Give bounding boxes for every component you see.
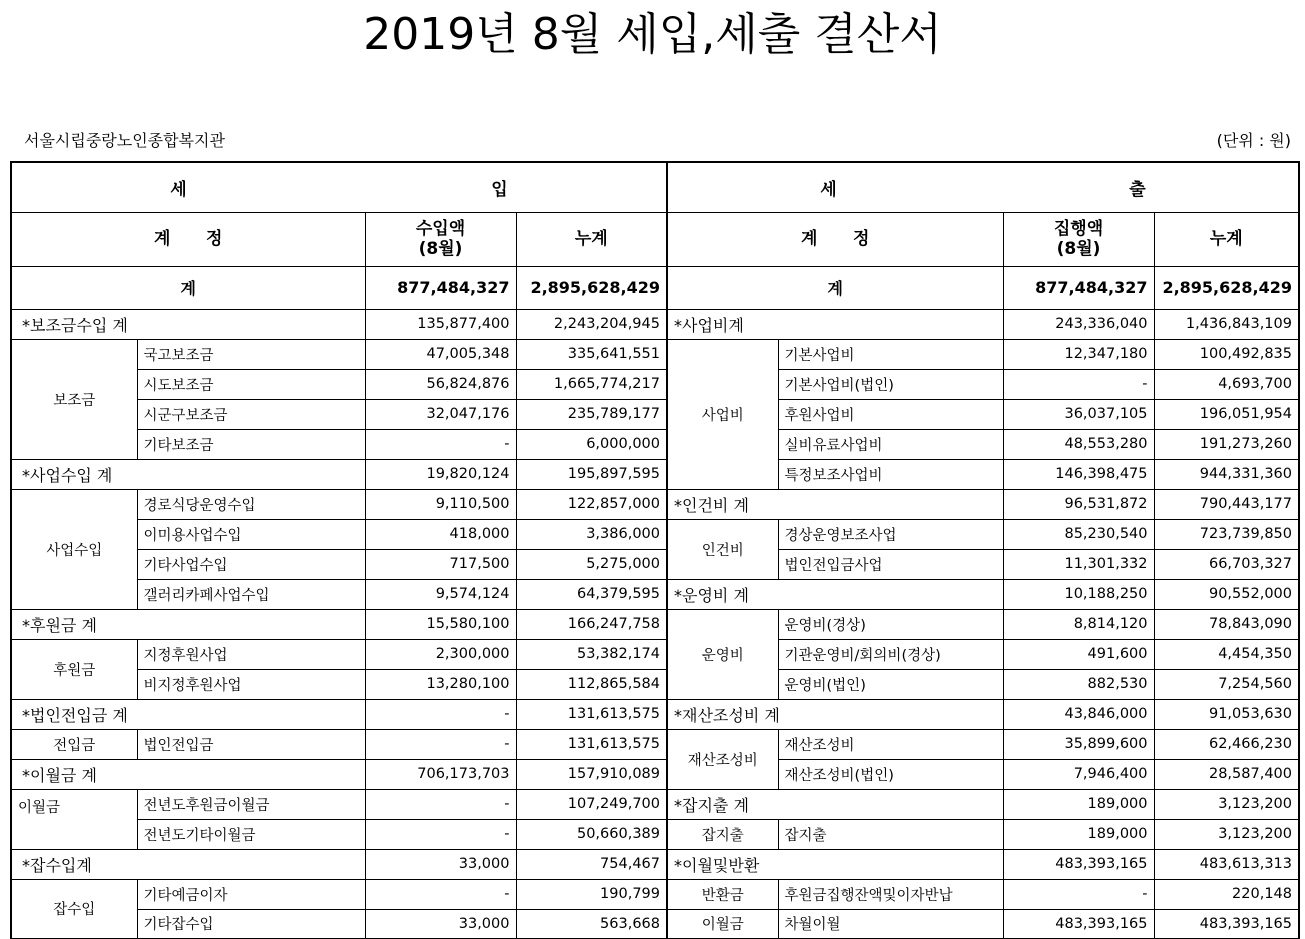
table-row: 사업수입 경로식당운영수입 9,110,500 122,857,000 *인건비 계 96,531,872 790,443,177 xyxy=(11,489,1299,519)
expense-group-label: 재산조성비 xyxy=(667,729,778,789)
revenue-group-label: 후원금 xyxy=(11,639,137,699)
header-row-section xyxy=(11,162,1299,212)
revenue-subtotal-label: *보조금수입 계 xyxy=(11,309,365,339)
table-row: *이월금 계 706,173,703 157,910,089 재산조성비(법인) 7,946,400 28,587,400 xyxy=(11,759,1299,789)
revenue-account-header: 계 정 xyxy=(11,212,365,266)
expense-subtotal-label: *재산조성비 계 xyxy=(667,699,1003,729)
expense-group-label: 반환금 xyxy=(667,879,778,909)
revenue-total-label: 계 xyxy=(11,266,365,309)
expense-group-label: 이월금 xyxy=(667,909,778,939)
expense-group-label: 사업비 xyxy=(667,339,778,489)
expense-group-label: 인건비 xyxy=(667,519,778,579)
table-row: 잡수입 기타예금이자 - 190,799 반환금 후원금집행잔액및이자반납 - 220,148 xyxy=(11,879,1299,909)
revenue-subtotal-label: *잡수입계 xyxy=(11,849,365,879)
table-row: 기타사업수입 717,500 5,275,000 법인전입금사업 11,301,332 66,703,327 xyxy=(11,549,1299,579)
table-row: *법인전입금 계 - 131,613,575 *재산조성비 계 43,846,000 91,053,630 xyxy=(11,699,1299,729)
expense-subtotal-label: *인건비 계 xyxy=(667,489,1003,519)
expense-subtotal-label: *운영비 계 xyxy=(667,579,1003,609)
table-row: 보조금 국고보조금 47,005,348 335,641,551 사업비 기본사업비 12,347,180 100,492,835 xyxy=(11,339,1299,369)
expense-group-label: 운영비 xyxy=(667,609,778,699)
organization-name: 서울시립중랑노인종합복지관 xyxy=(24,131,225,150)
unit-label: (단위 : 원) xyxy=(1216,131,1291,150)
revenue-subtotal-label: *이월금 계 xyxy=(11,759,365,789)
revenue-total-cumulative: 2,895,628,429 xyxy=(516,266,667,309)
expense-subtotal-label: *잡지출 계 xyxy=(667,789,1003,819)
expense-total-month: 877,484,327 xyxy=(1003,266,1154,309)
revenue-cumulative-header: 누계 xyxy=(516,212,667,266)
ledger-table xyxy=(10,161,1300,939)
expense-cumulative-header: 누계 xyxy=(1154,212,1299,266)
revenue-month-header: 수입액 (8월) xyxy=(365,212,516,266)
table-row: *사업수입 계 19,820,124 195,897,595 특정보조사업비 146,398,475 944,331,360 xyxy=(11,459,1299,489)
revenue-section-header: 세 입 xyxy=(11,162,667,212)
expense-section-header: 세 출 xyxy=(667,162,1299,212)
table-row: *잡수입계 33,000 754,467 *이월및반환 483,393,165 483,613,313 xyxy=(11,849,1299,879)
expense-total-label: 계 xyxy=(667,266,1003,309)
revenue-subtotal-label: *법인전입금 계 xyxy=(11,699,365,729)
expense-month-header: 집행액 (8월) xyxy=(1003,212,1154,266)
expense-subtotal-label: *사업비계 xyxy=(667,309,1003,339)
table-row: *보조금수입 계 135,877,400 2,243,204,945 *사업비계 243,336,040 1,436,843,109 xyxy=(11,309,1299,339)
revenue-subtotal-label: *사업수입 계 xyxy=(11,459,365,489)
table-row: 기타보조금 - 6,000,000 실비유료사업비 48,553,280 191,273,260 xyxy=(11,429,1299,459)
revenue-group-label: 이월금 xyxy=(11,789,137,849)
grand-total-row xyxy=(11,266,1299,309)
expense-account-header: 계 정 xyxy=(667,212,1003,266)
table-row: 시군구보조금 32,047,176 235,789,177 후원사업비 36,037,105 196,051,954 xyxy=(11,399,1299,429)
table-row: 전입금 법인전입금 - 131,613,575 재산조성비 재산조성비 35,899,600 62,466,230 xyxy=(11,729,1299,759)
table-row: *후원금 계 15,580,100 166,247,758 운영비 운영비(경상) 8,814,120 78,843,090 xyxy=(11,609,1299,639)
revenue-group-label: 잡수입 xyxy=(11,879,137,939)
revenue-subtotal-label: *후원금 계 xyxy=(11,609,365,639)
revenue-group-label: 전입금 xyxy=(11,729,137,759)
table-row: 이미용사업수입 418,000 3,386,000 인건비 경상운영보조사업 85,230,540 723,739,850 xyxy=(11,519,1299,549)
table-row: 시도보조금 56,824,876 1,665,774,217 기본사업비(법인) - 4,693,700 xyxy=(11,369,1299,399)
page-title: 2019년 8월 세입,세출 결산서 xyxy=(363,9,942,60)
revenue-group-label: 사업수입 xyxy=(11,489,137,609)
expense-total-cumulative: 2,895,628,429 xyxy=(1154,266,1299,309)
revenue-group-label: 보조금 xyxy=(11,339,137,459)
table-row: 후원금 지정후원사업 2,300,000 53,382,174 기관운영비/회의비(경상) 491,600 4,454,350 xyxy=(11,639,1299,669)
revenue-total-month: 877,484,327 xyxy=(365,266,516,309)
table-row: 이월금 전년도후원금이월금 - 107,249,700 *잡지출 계 189,000 3,123,200 xyxy=(11,789,1299,819)
expense-group-label: 잡지출 xyxy=(667,819,778,849)
expense-subtotal-label: *이월및반환 xyxy=(667,849,1003,879)
table-row: 비지정후원사업 13,280,100 112,865,584 운영비(법인) 882,530 7,254,560 xyxy=(11,669,1299,699)
table-row: 전년도기타이월금 - 50,660,389 잡지출 잡지출 189,000 3,123,200 xyxy=(11,819,1299,849)
header-row-columns xyxy=(11,212,1299,266)
table-row: 갤러리카페사업수입 9,574,124 64,379,595 *운영비 계 10,188,250 90,552,000 xyxy=(11,579,1299,609)
table-row: 기타잡수입 33,000 563,668 이월금 차월이월 483,393,165 483,393,165 xyxy=(11,909,1299,939)
